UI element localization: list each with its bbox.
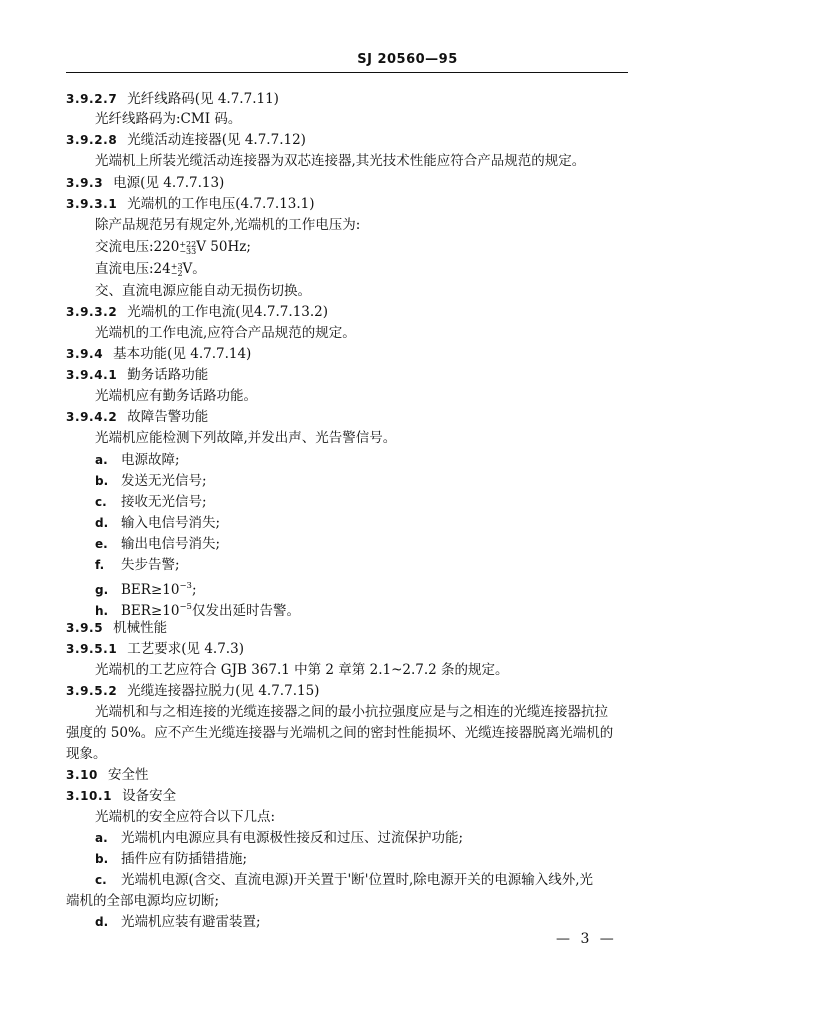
clause-3-9-2-8: 3.9.2.8 光缆活动连接器(见 4.7.7.12) [66,132,306,148]
clause-3-9-3-2: 3.9.3.2 光端机的工作电流(见4.7.7.13.2) [66,304,329,320]
clause-3-9-5-1: 3.9.5.1 工艺要求(见 4.7.3) [66,641,244,657]
list-item: a. 光端机内电源应具有电源极性接反和过压、过流保护功能; [95,830,464,846]
paragraph: 光端机和与之相连接的光缆连接器之间的最小抗拉强度应是与之相连的光缆连接器抗拉 [95,704,608,720]
paragraph: 交、直流电源应能自动无损伤切换。 [95,283,311,299]
list-item: c. 接收无光信号; [95,494,207,510]
list-item: b. 插件应有防插错措施; [95,851,248,867]
clause-3-9-4: 3.9.4 基本功能(见 4.7.7.14) [66,346,252,362]
paragraph: 光端机的工艺应符合 GJB 367.1 中第 2 章第 2.1~2.7.2 条的规定。 [95,662,509,678]
paragraph: 现象。 [66,746,107,762]
list-item: d. 输入电信号消失; [95,515,221,531]
clause-3-10-1: 3.10.1 设备安全 [66,788,177,804]
document-code: SJ 20560—95 [357,52,458,67]
clause-3-9-2-7: 3.9.2.7 光纤线路码(见 4.7.7.11) [66,91,279,107]
list-item: a. 电源故障; [95,452,180,468]
dc-voltage: 直流电压:24+3 −2V。 [95,261,206,278]
list-item: c. 光端机电源(含交、直流电源)开关置于'断'位置时,除电源开关的电源输入线外,光 [95,872,594,888]
paragraph: 光端机应能检测下列故障,并发出声、光告警信号。 [95,430,397,446]
clause-3-9-5-2: 3.9.5.2 光缆连接器拉脱力(见 4.7.7.15) [66,683,320,699]
paragraph: 除产品规范另有规定外,光端机的工作电压为: [95,217,361,233]
paragraph: 光端机上所装光缆活动连接器为双芯连接器,其光技术性能应符合产品规范的规定。 [95,153,586,169]
list-item: e. 输出电信号消失; [95,536,221,552]
paragraph: 强度的 50%。应不产生光缆连接器与光端机之间的密封性能损坏、光缆连接器脱离光端机的 [66,725,614,741]
list-item: g. $BER\ge 10^{-3}$; [95,581,197,598]
list-item: b. 发送无光信号; [95,473,207,489]
list-item: d. 光端机应装有避雷装置; [95,914,261,930]
clause-3-9-5: 3.9.5 机械性能 [66,620,168,636]
list-item: f. 失步告警; [95,557,180,573]
clause-3-10: 3.10 安全性 [66,767,149,783]
paragraph: 光端机的工作电流,应符合产品规范的规定。 [95,325,356,341]
clause-3-9-4-1: 3.9.4.1 勤务话路功能 [66,367,209,383]
paragraph: 光纤线路码为:CMI 码。 [95,111,242,127]
paragraph: 光端机的安全应符合以下几点: [95,809,276,825]
paragraph: 端机的全部电源均应切断; [66,893,220,909]
clause-3-9-3-1: 3.9.3.1 光端机的工作电压(4.7.7.13.1) [66,196,315,212]
clause-3-9-3: 3.9.3 电源(见 4.7.7.13) [66,175,225,191]
list-item: h. $BER\ge 10^{-5}$仅发出延时告警。 [95,602,300,619]
ac-voltage: 交流电压:220+22 −33V 50Hz; [95,239,251,256]
header-rule [66,72,628,73]
paragraph: 光端机应有勤务话路功能。 [95,388,257,404]
clause-3-9-4-2: 3.9.4.2 故障告警功能 [66,409,209,425]
page-number: — 3 — [556,931,617,947]
